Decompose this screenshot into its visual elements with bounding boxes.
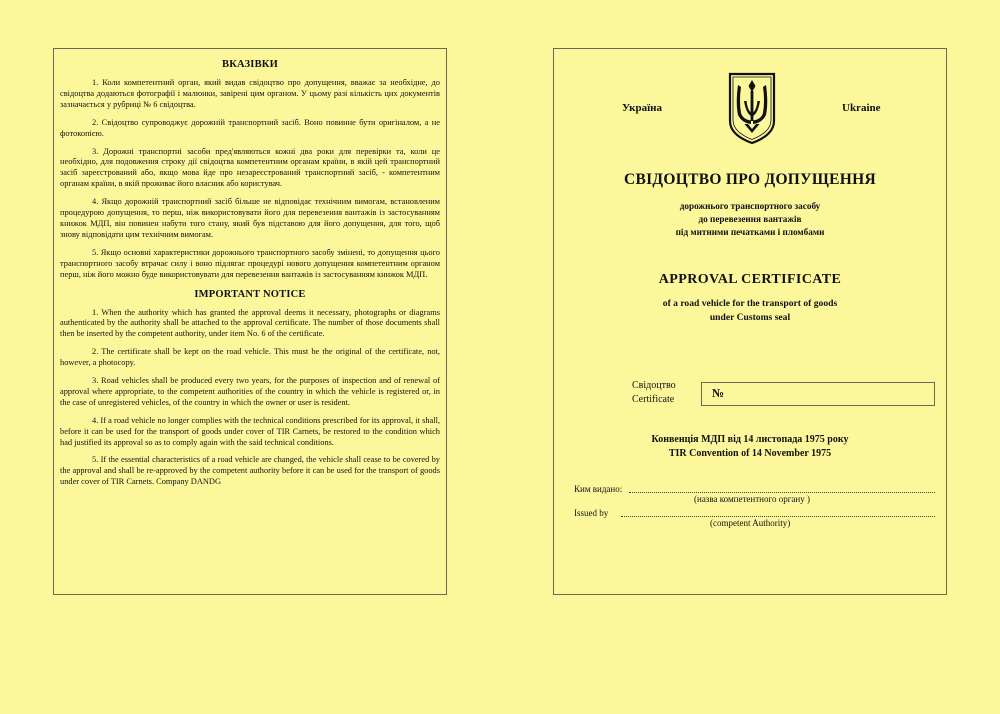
trident-coat-of-arms-icon	[728, 71, 776, 145]
certificate-subtitle-ua: до перевезення вантажів	[698, 214, 802, 224]
certificate-subtitle-ua: дорожнього транспортного засобу	[679, 201, 821, 211]
instructions-ua-title: ВКАЗІВКИ	[222, 59, 278, 70]
certificate-title-en: APPROVAL CERTIFICATE	[658, 272, 842, 287]
certificate-title-ua: СВІДОЦТВО ПРО ДОПУЩЕННЯ	[623, 171, 877, 188]
important-notice-paragraph: 3. Road vehicles shall be produced every two years, for the purposes of inspection and of renewal of approval where appropriate, to the competent authorities of the country in which the vehicle is registered or, in the case of unregistered vehicles, of the country in which the owner or user is resident.	[60, 376, 440, 407]
instructions-ua-paragraph: 5. Якщо основні характеристики дорожнього транспортного засобу змінені, то допущення цього транспортного засобу втрачає силу і воно підлягає процедурі нового допущення компетентним органом перш, ніж його можно буде використовувати для перевезення вантажів із застосуванням книжок МДП.	[60, 247, 440, 279]
certificate-subtitle-en: under Customs seal	[709, 312, 791, 323]
issued-by-caption-en: (competent Authority)	[710, 518, 791, 528]
certificate-subtitle-en: of a road vehicle for the transport of goods	[662, 298, 838, 309]
important-notice-paragraph: 4. If a road vehicle no longer complies with the technical conditions prescribed for its approval, it shall, before it can be used for the transport of goods under cover of TIR Carnets, be restored to the condition which had justified its approval so as to comply again with the said technical conditions.	[60, 415, 440, 447]
issued-by-label-ua: Ким видано:	[574, 484, 623, 494]
certificate-label-ua: Свідоцтво	[632, 380, 676, 391]
issued-by-field-en[interactable]	[621, 516, 935, 517]
instructions-ua-paragraph: 2. Свідоцтво супроводжує дорожній транспортний засіб. Воно повинне бути оригіналом, а не фотокопією.	[60, 117, 440, 138]
number-sign: №	[712, 386, 725, 400]
important-notice-title: IMPORTANT NOTICE	[194, 288, 306, 300]
important-notice-paragraph: 2. The certificate shall be kept on the road vehicle. This must be the original of the certificate, not, however, a photocopy.	[60, 347, 440, 368]
certificate-subtitle-ua: під митними печатками і пломбами	[675, 227, 825, 237]
instructions-ua-paragraph: 1. Коли компетентний орган, який видав свідоцтво про допущення, вважає за необхідне, до свідоцтва додаються фотографії і малюнки, завірені цим органом. У цьому разі кількість цих документів зазначається у рубриці № 6 свідоцтва.	[60, 78, 440, 109]
certificate-number-field[interactable]	[701, 382, 935, 406]
important-notice-paragraph: 1. When the authority which has granted the approval deems it necessary, photographs or diagrams authenticated by the authority shall be attached to the approval certificate. The number of those documents shall then be inserted by the competent authority, under item No. 6 of the certificate.	[60, 307, 440, 339]
instructions-ua-paragraph: 4. Якщо дорожній транспортний засіб більше не відповідає технічним вимогам, встановленим процедурою допущення, то перш, ніж використовувати його для перевезення вантажів із застосуванням книжок МДП, він повинен набути того стану, який був підставою для його допущення, для того, щоб знову відповідати цим технічним вимогам.	[60, 197, 440, 239]
important-notice-paragraph: 5. If the essential characteristics of a road vehicle are changed, the vehicle shall cease to be covered by the approval and shall be re-approved by the competent authority before it can be used for the transport of goods under cover of TIR Carnets. Company DANDG	[60, 455, 440, 487]
country-name-ua: Україна	[622, 102, 663, 114]
country-name-en: Ukraine	[842, 102, 881, 114]
instructions-ua-paragraph: 3. Дорожні транспортні засоби пред'являються кожні два роки для перевірки та, коли це необхідно, для подовження строку дії свідоцтва компетентним органам країни, в якій цей транспортний засіб зареєстрований або, якщо мова йде про незареєстрований транспортний засіб, - компетентним органам країни, в якій проживає його власник або користувач.	[60, 146, 440, 189]
instructions-panel	[53, 48, 447, 595]
convention-en: TIR Convention of 14 November 1975	[668, 448, 832, 459]
issued-by-field-ua[interactable]	[629, 492, 935, 493]
certificate-cover-panel	[553, 48, 947, 595]
issued-by-label-en: Issued by	[574, 508, 609, 518]
certificate-label-en: Certificate	[632, 394, 675, 405]
issued-by-caption-ua: (назва компетентного органу )	[694, 494, 810, 504]
convention-ua: Конвенція МДП від 14 листопада 1975 року	[651, 434, 849, 445]
